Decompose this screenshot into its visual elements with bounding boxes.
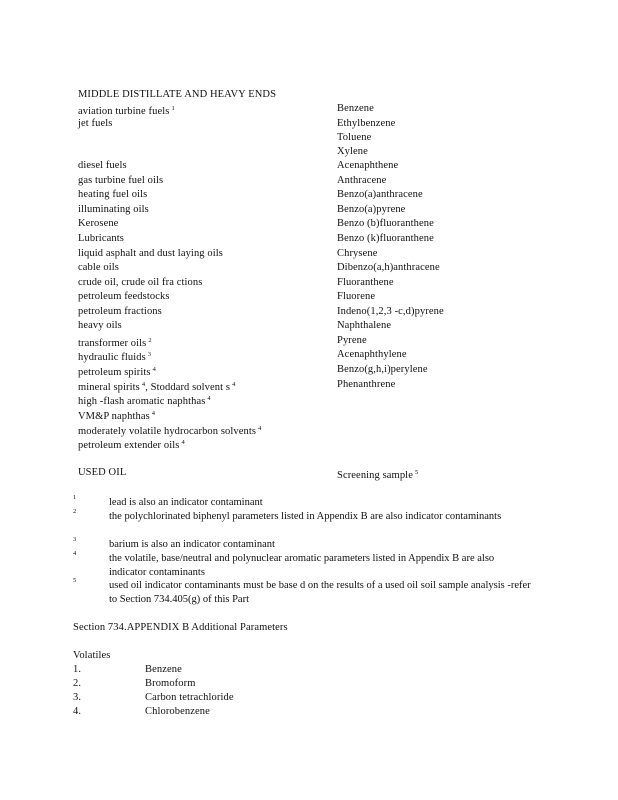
- left-list-item: [78, 118, 112, 130]
- left-list-item: [78, 320, 122, 332]
- section-header-middle-distillate: MIDDLE DISTILLATE AND HEAVY ENDS: [78, 89, 277, 100]
- left-list-item-text: gas turbine fuel oils: [78, 175, 164, 186]
- volatile-number: 3.: [73, 692, 82, 703]
- left-list-item: [78, 248, 223, 260]
- left-list-item-text: petroleum fractions: [78, 306, 162, 317]
- footnote-number: 4: [73, 550, 77, 557]
- appendix-section-heading: Section 734.APPENDIX B Additional Parameters: [73, 622, 288, 633]
- left-list-item-text: hydraulic fluids: [78, 352, 146, 363]
- parameter-item: Benzo(a)pyrene: [337, 204, 406, 215]
- left-list-item-text: cable oils: [78, 262, 119, 273]
- parameter-item: Ethylbenzene: [337, 118, 396, 129]
- left-list-item-text: petroleum feedstocks: [78, 291, 170, 302]
- footnote-marker: 4: [181, 439, 185, 446]
- footnote-marker: 2: [148, 337, 152, 344]
- footnote-marker: 4: [151, 410, 156, 417]
- parameter-item: Fluorene: [337, 291, 376, 302]
- footnote-marker: 4: [258, 425, 262, 432]
- footnote-number: 2: [73, 508, 77, 515]
- left-list-item: [78, 379, 235, 394]
- left-list-item-text: petroleum extender oils: [78, 440, 180, 451]
- left-list-item-text: high -flash aromatic naphthas: [78, 396, 206, 407]
- left-list-item: [78, 204, 149, 216]
- parameter-item: Phenanthrene: [337, 379, 396, 390]
- left-list-item-text: illuminating oils: [78, 204, 149, 215]
- parameter-item: Acenaphthylene: [337, 349, 407, 360]
- left-list-item-text: petroleum spirits: [78, 367, 151, 378]
- footnote-marker: 4: [232, 381, 236, 388]
- left-list-item: [78, 306, 162, 318]
- footnote-marker: 3: [147, 351, 152, 358]
- left-list-item-text: crude oil, crude oil fra ctions: [78, 277, 203, 288]
- used-oil-label: USED OIL: [78, 467, 127, 478]
- parameter-item: Benzene: [337, 103, 374, 114]
- left-list-item: [78, 291, 170, 303]
- left-list-item-text: Lubricants: [78, 233, 124, 244]
- footnote-text: lead is also an indicator contaminant: [109, 497, 263, 508]
- footnote-number: 3: [73, 536, 77, 543]
- left-list-item: [78, 408, 155, 423]
- footnote-marker: 4: [207, 395, 211, 402]
- left-list-item: [78, 160, 127, 172]
- volatile-name: Chlorobenzene: [145, 706, 210, 717]
- parameter-item: Chrysene: [337, 248, 378, 259]
- left-list-item: [78, 335, 152, 350]
- volatile-name: Carbon tetrachloride: [145, 692, 234, 703]
- parameter-item: Pyrene: [337, 335, 367, 346]
- parameter-item: Acenaphthene: [337, 160, 399, 171]
- parameter-item: Anthracene: [337, 175, 387, 186]
- footnote-text: barium is also an indicator contaminant: [109, 539, 275, 550]
- footnote-number: 1: [73, 494, 77, 501]
- footnote-number: 5: [73, 577, 77, 584]
- left-list-item: [78, 189, 147, 201]
- left-list-item-text: diesel fuels: [78, 160, 127, 171]
- left-list-item: [78, 364, 156, 379]
- parameter-item: Fluoranthene: [337, 277, 394, 288]
- left-list-item-text: aviation turbine fuels: [78, 106, 170, 117]
- left-list-item-text: heavy oils: [78, 320, 122, 331]
- left-list-item-text: transformer oils: [78, 338, 147, 349]
- parameter-item: Benzo(a)anthracene: [337, 189, 423, 200]
- left-list-item-text: jet fuels: [78, 118, 113, 129]
- left-list-item: [78, 349, 151, 364]
- screening-sample-label: Screening sample $^5$: [337, 469, 419, 481]
- left-list-item: [78, 218, 118, 230]
- parameter-item: Benzo(g,h,i)perylene: [337, 364, 428, 375]
- parameter-item: Xylene: [337, 146, 368, 157]
- volatile-number: 1.: [73, 664, 82, 675]
- volatile-name: Benzene: [145, 664, 182, 675]
- footnote-text: the volatile, base/neutral and polynuclear aromatic parameters listed in Appendix B are also indicator contaminants: [109, 553, 495, 578]
- parameter-item: Benzo (k)fluoranthene: [337, 233, 434, 244]
- parameter-item: Dibenzo(a,h)anthracene: [337, 262, 440, 273]
- left-list-item: [78, 262, 119, 274]
- left-list-item-text: Kerosene: [78, 218, 119, 229]
- volatile-name: Bromoform: [145, 678, 196, 689]
- left-list-item: [78, 175, 163, 187]
- left-list-item: [78, 233, 124, 245]
- left-list-item-text: VM&P naphthas: [78, 411, 150, 422]
- left-list-item-continuation: , Stoddard solvent s: [145, 382, 231, 393]
- footnote-marker: 4: [152, 366, 156, 373]
- left-list-item: [78, 103, 175, 118]
- volatile-number: 2.: [73, 678, 82, 689]
- parameter-item: Naphthalene: [337, 320, 392, 331]
- parameter-item: Toluene: [337, 132, 372, 143]
- volatile-number: 4.: [73, 706, 82, 717]
- left-list-item-text: mineral spirits: [78, 382, 140, 393]
- volatiles-heading: Volatiles: [73, 650, 111, 661]
- left-list-item-text: liquid asphalt and dust laying oils: [78, 248, 223, 259]
- left-list-item: [78, 277, 202, 289]
- parameter-item: Indeno(1,2,3 -c,d)pyrene: [337, 306, 444, 317]
- footnote-marker: 1: [171, 105, 175, 112]
- left-list-item: [78, 423, 261, 438]
- footnote-marker: 4: [141, 381, 146, 388]
- parameter-item: Benzo (b)fluoranthene: [337, 218, 434, 229]
- left-list-item-text: moderately volatile hydrocarbon solvents: [78, 426, 257, 437]
- left-list-item: [78, 393, 211, 408]
- left-list-item: [78, 437, 185, 452]
- left-list-item-text: heating fuel oils: [78, 189, 148, 200]
- footnote-text: used oil indicator contaminants must be base d on the results of a used oil soil sample analysis -refer to Section 734.405(g) of this Part: [109, 580, 531, 605]
- footnote-text: the polychlorinated biphenyl parameters listed in Appendix B are also indicator contaminants: [109, 511, 502, 522]
